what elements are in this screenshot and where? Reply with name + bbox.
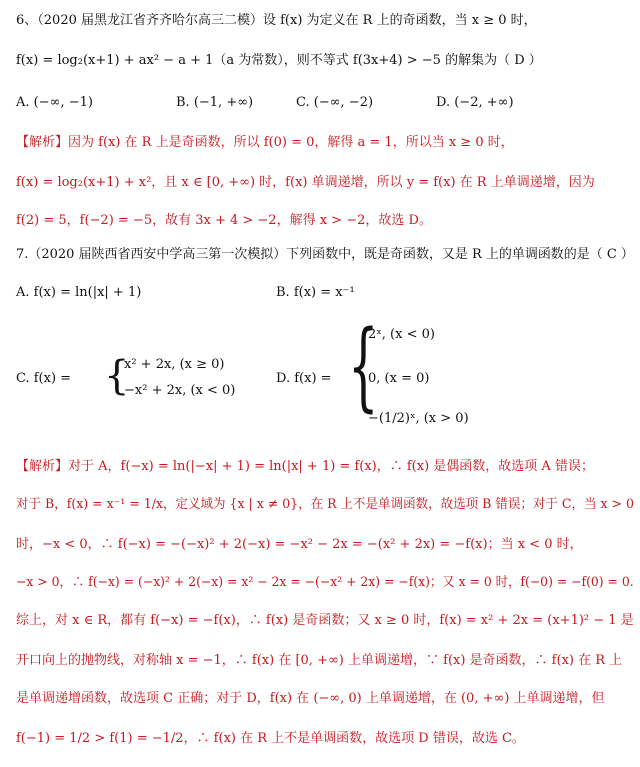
q7-option-c-case2: −x² + 2x, (x < 0) <box>124 383 236 398</box>
q7-option-d-case1: 2ˣ, (x < 0) <box>368 327 435 342</box>
q6-option-a: A. (−∞, −1) <box>16 95 93 110</box>
q7-analysis-line1: 【解析】对于 A，f(−x) = ln(|−x| + 1) = ln(|x| + 1) = f(x)，∴ f(x) 是偶函数，故选项 A 错误； <box>16 459 594 474</box>
q6-stem-line2: f(x) = log₂(x+1) + ax² − a + 1（a 为常数），则不等式 f(3x+4) > −5 的解集为（ D ） <box>16 53 542 68</box>
brace-icon: { <box>104 353 130 399</box>
q6-stem-line1: 6、（2020 届黑龙江省齐齐哈尔高三二模）设 f(x) 为定义在 R 上的奇函数，当 x ≥ 0 时， <box>16 13 537 28</box>
q6-option-c: C. (−∞, −2) <box>296 95 374 110</box>
q7-analysis-line2: 对于 B，f(x) = x⁻¹ = 1/x，定义域为 {x | x ≠ 0}，在 R 上不是单调函数，故选项 B 错误；对于 C，当 x > 0 <box>16 497 634 512</box>
q6-analysis-line2: f(x) = log₂(x+1) + x²，且 x ∈ [0, +∞) 时，f(x) 单调递增，所以 y = f(x) 在 R 上单调递增，因为 <box>16 175 595 190</box>
q7-option-c-case1: x² + 2x, (x ≥ 0) <box>124 357 225 372</box>
q7-analysis-line4: −x > 0，∴ f(−x) = (−x)² + 2(−x) = x² − 2x = −(−x² + 2x) = −f(x)；又 x = 0 时，f(−0) = −f(0) = 0. <box>16 575 634 590</box>
q7-option-b: B. f(x) = x⁻¹ <box>276 285 355 300</box>
q6-option-b: B. (−1, +∞) <box>176 95 254 110</box>
q6-option-d: D. (−2, +∞) <box>436 95 514 110</box>
q7-stem-line1: 7.（2020 届陕西省西安中学高三第一次模拟）下列函数中，既是奇函数，又是 R 上的单调函数的是（ C ） <box>16 247 634 262</box>
q7-option-d-case2: 0, (x = 0) <box>368 371 430 386</box>
q7-option-d-case3: −(1/2)ˣ, (x > 0) <box>368 411 469 426</box>
q6-analysis-line3: f(2) = 5，f(−2) = −5，故有 3x + 4 > −2，解得 x > −2，故选 D。 <box>16 213 432 228</box>
q7-option-c-label: C. f(x) = <box>16 371 72 386</box>
brace-icon: { <box>348 310 379 422</box>
q6-analysis-line1: 【解析】因为 f(x) 在 R 上是奇函数，所以 f(0) = 0，解得 a = 1，所以当 x ≥ 0 时， <box>16 135 514 150</box>
q7-analysis-line5: 综上，对 x ∈ R，都有 f(−x) = −f(x)，∴ f(x) 是奇函数；又 x ≥ 0 时，f(x) = x² + 2x = (x+1)² − 1 是 <box>16 613 634 628</box>
q7-analysis-line8: f(−1) = 1/2 > f(1) = −1/2，∴ f(x) 在 R 上不是单调函数，故选项 D 错误，故选 C。 <box>16 731 525 746</box>
q7-analysis-line6: 开口向上的抛物线，对称轴 x = −1，∴ f(x) 在 [0, +∞) 上单调递增，∵ f(x) 是奇函数，∴ f(x) 在 R 上 <box>16 653 623 668</box>
q7-option-d-label: D. f(x) = <box>276 371 332 386</box>
q7-option-a: A. f(x) = ln(|x| + 1) <box>16 285 142 300</box>
q7-analysis-line3: 时，−x < 0，∴ f(−x) = −(−x)² + 2(−x) = −x² − 2x = −(x² + 2x) = −f(x)；当 x < 0 时， <box>16 537 583 552</box>
q7-analysis-line7: 是单调递增函数，故选项 C 正确；对于 D，f(x) 在 (−∞, 0) 上单调递增，在 (0, +∞) 上单调递增，但 <box>16 691 605 706</box>
